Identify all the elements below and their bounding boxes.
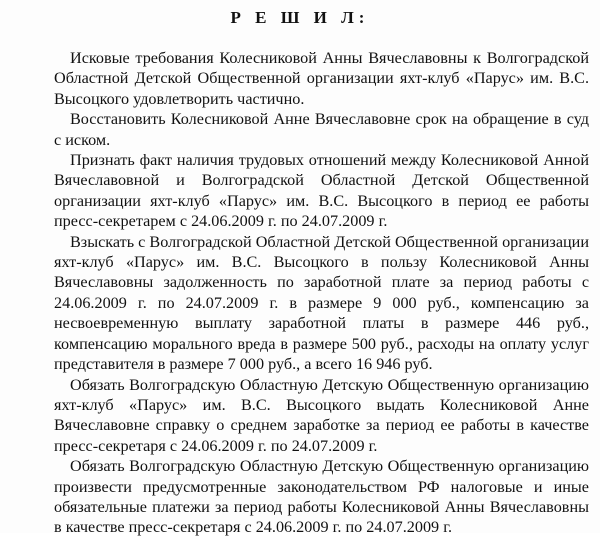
paragraph-restore-term: Восстановить Колесниковой Анне Вячеславовне срок на обращение в суд с иском.: [54, 110, 589, 149]
decision-heading: Р Е Ш И Л:: [230, 8, 370, 27]
paragraph-recovery: Взыскать с Волгоградской Областной Детской Общественной организации яхт-клуб «Парус» им. В.С. Высоцкого в пользу Колесниковой Анны Вячеславовны задолженность по заработной плате за период работы с 24.06.2009 г. по 24.07.2009 г. в размере 9 000 руб., компенсацию за несвоевременную выплату заработной платы в размере 446 руб., компенсацию морального вреда в размере 500 руб., расходы на оплату услуг представителя в размере 7 000 руб., а всего 16 946 руб.: [54, 232, 589, 374]
paragraph-labor-relations: Признать факт наличия трудовых отношений между Колесниковой Анной Вячеславовной и Волгоградской Областной Детской Общественной организации яхт-клуб «Парус» им. В.С. Высоцкого в период ее работы пресс-секретарем с 24.06.2009 г. по 24.07.2009 г.: [54, 151, 589, 231]
paragraph-claims: Исковые требования Колесниковой Анны Вячеславовны к Волгоградской Областной Детской Общественной организации яхт-клуб «Парус» им. В.С. Высоцкого удовлетворить частично.: [54, 49, 589, 108]
paragraph-salary-certificate: Обязать Волгоградскую Областную Детскую Общественную организацию яхт-клуб «Парус» им. В.С. Высоцкого выдать Колесниковой Анне Вячеславовне справку о среднем заработке за период ее работы в качестве пресс-секретаря с 24.06.2009 г. по 24.07.2009 г.: [54, 375, 589, 455]
paragraph-tax-payments: Обязать Волгоградскую Областную Детскую Общественную организацию произвести предусмотренные законодательством РФ налоговые и иные обязательные платежи за период работы Колесниковой Анны Вячеславовны в качестве пресс-секретаря с 24.06.2009 г. по 24.07.2009 г.: [54, 457, 589, 537]
decision-body: [54, 48, 589, 538]
